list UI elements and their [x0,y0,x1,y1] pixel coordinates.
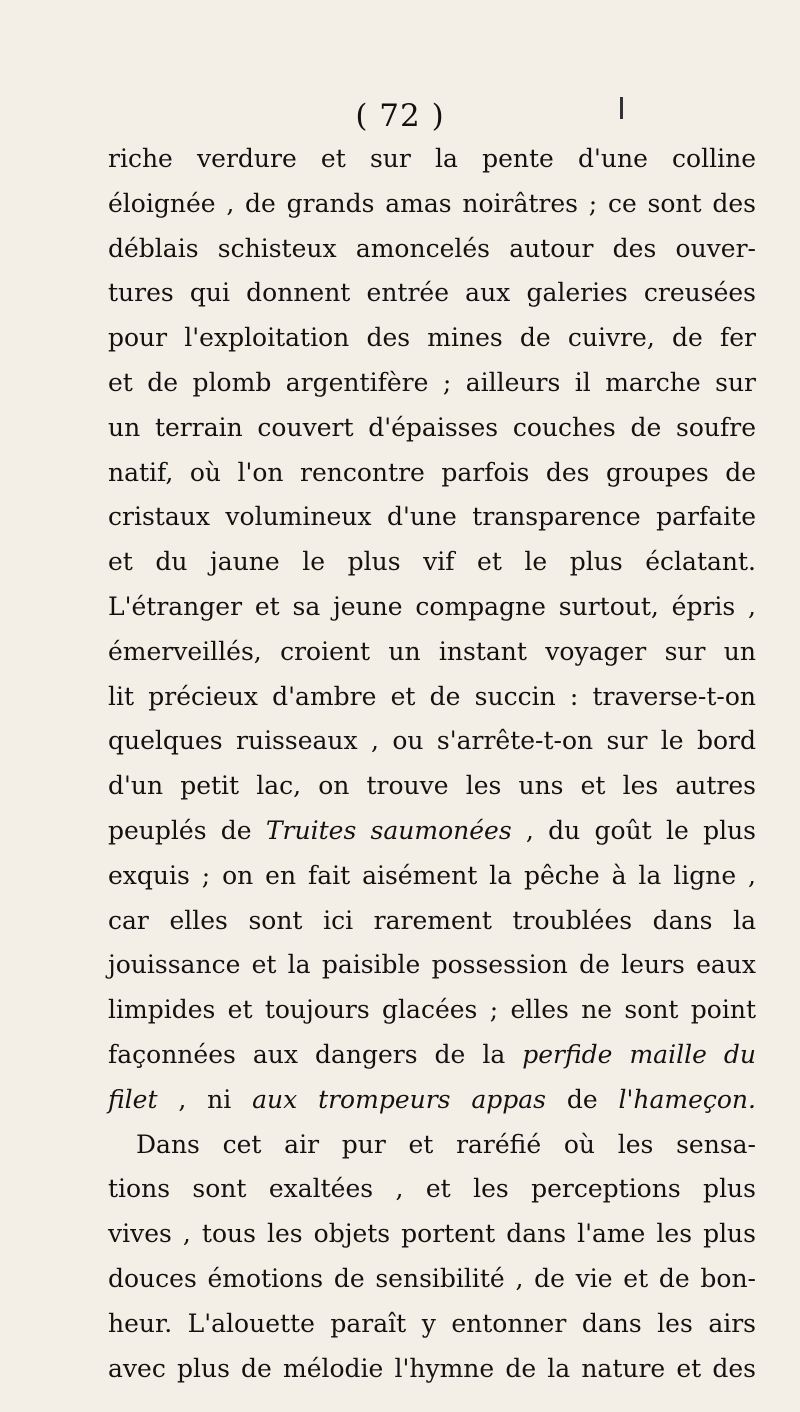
text-line [108,943,756,988]
text-line [108,1033,756,1078]
text-line [108,227,756,272]
text-line [108,1078,756,1123]
text-line [108,137,756,182]
italic-text: filet [108,1084,158,1114]
text-line [108,1302,756,1347]
text-line [108,899,756,944]
text-segment: et de plomb argentifère ; ailleurs il marche sur [108,367,756,397]
text-line [108,1347,756,1392]
text-segment: tures qui donnent entrée aux galeries creusées [108,278,756,308]
text-segment: éloignée , de grands amas noirâtres ; ce sont des [108,188,756,218]
text-line [108,451,756,496]
text-segment: et du jaune le plus vif et le plus éclatant. [108,547,756,577]
text-segment: lit précieux d'ambre et de succin : traverse-t-on [108,681,756,711]
text-line [108,182,756,227]
text-segment: Dans cet air pur et raréfié où les sensa- [136,1129,756,1159]
text-segment: quelques ruisseaux , ou s'arrête-t-on sur le bord [108,726,756,756]
text-line [108,585,756,630]
italic-text: l'hameçon. [618,1084,756,1114]
text-segment: façonnées aux dangers de la [108,1039,523,1069]
text-segment: vives , tous les objets portent dans l'ame les plus [108,1219,756,1249]
text-segment: émerveillés, croient un instant voyager sur un [108,636,756,666]
text-segment: déblais schisteux amoncelés autour des ouver- [108,233,756,263]
text-line [108,675,756,720]
text-segment: douces émotions de sensibilité , de vie et de bon- [108,1263,756,1293]
text-segment: jouissance et la paisible possession de leurs eaux [108,950,756,980]
text-line [108,854,756,899]
text-line [108,630,756,675]
text-line [108,271,756,316]
text-segment: natif, où l'on rencontre parfois des groupes de [108,457,756,487]
text-line [108,1257,756,1302]
text-segment: , ni [157,1084,253,1114]
text-segment: exquis ; on en fait aisément la pêche à la ligne , [108,860,756,890]
text-segment: tions sont exaltées , et les perceptions plus [108,1174,756,1204]
text-line [108,764,756,809]
italic-text: perfide maille du [522,1039,756,1069]
text-line [108,495,756,540]
text-segment: peuplés de [108,815,266,845]
italic-text: Truites saumonées [265,815,512,845]
text-segment: de [546,1084,619,1114]
text-segment: un terrain couvert d'épaisses couches de soufre [108,412,756,442]
text-segment: cristaux volumineux d'une transparence parfaite [108,502,756,532]
text-line [108,406,756,451]
text-segment: car elles sont ici rarement troublées dans la [108,905,756,935]
text-line [108,1212,756,1257]
text-segment: L'étranger et sa jeune compagne surtout, épris , [108,591,756,621]
page-number: ( 72 ) [355,98,445,134]
text-line [108,540,756,585]
text-line [108,988,756,1033]
text-segment: limpides et toujours glacées ; elles ne sont point [108,995,756,1025]
text-line [108,1123,756,1168]
italic-text: aux trompeurs appas [252,1084,546,1114]
text-line [108,1167,756,1212]
text-segment: heur. L'alouette paraît y entonner dans les airs [108,1308,756,1338]
text-segment: riche verdure et sur la pente d'une colline [108,144,756,173]
text-line [108,809,756,854]
text-segment: d'un petit lac, on trouve les uns et les autres [108,771,756,801]
text-segment: , du goût le plus [511,815,756,845]
text-line [108,361,756,406]
text-line [108,719,756,764]
text-segment: avec plus de mélodie l'hymne de la nature et des [108,1353,756,1383]
text-segment: pour l'exploitation des mines de cuivre, de fer [108,323,756,353]
text-line [108,316,756,361]
body-text [108,137,756,1391]
printing-mark [620,97,623,119]
